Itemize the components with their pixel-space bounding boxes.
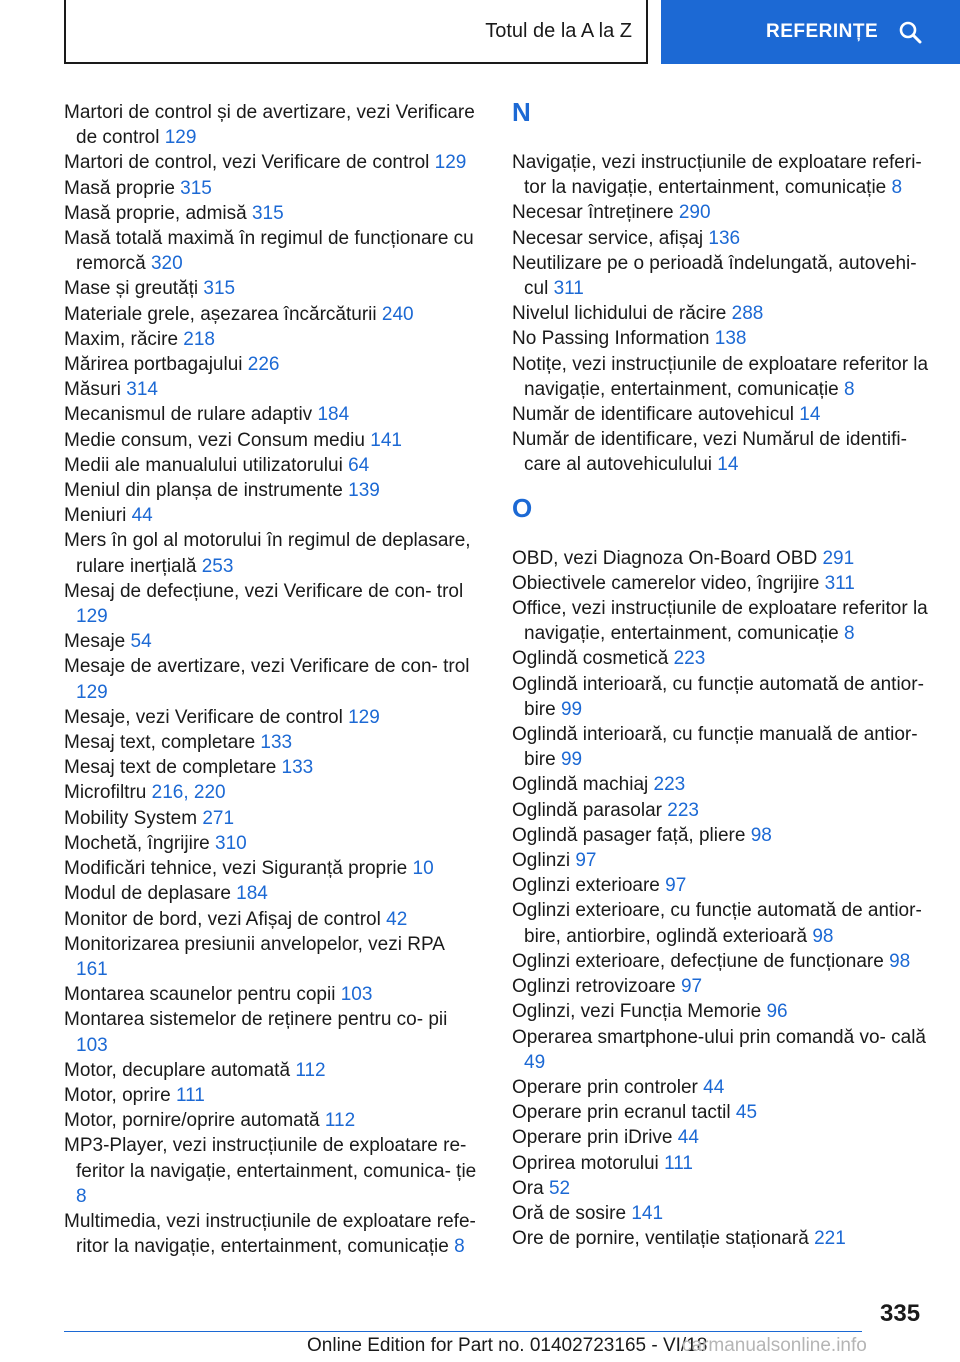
entry-text: Oglindă cosmetică (512, 648, 669, 670)
entry-text: Motor, pornire/oprire automată (64, 1110, 320, 1132)
index-entry (64, 1108, 478, 1133)
index-entry (64, 428, 478, 453)
entry-text: Oglindă machiaj (512, 774, 649, 796)
entry-page-link[interactable]: 103 (76, 1034, 108, 1056)
index-entry (64, 453, 478, 478)
entry-page-link[interactable]: 8 (454, 1236, 465, 1258)
section-letter-o: O (512, 492, 533, 523)
entry-text: Obiectivele camerelor video, îngrijire (512, 572, 820, 594)
entry-text: Maxim, răcire (64, 328, 179, 350)
index-entry (64, 226, 478, 276)
index-entry (512, 873, 930, 898)
entry-page-link[interactable]: 129 (76, 681, 108, 703)
index-entry (512, 974, 930, 999)
entry-page-link[interactable]: 52 (548, 1177, 571, 1199)
entry-text: MP3-Player, vezi instrucțiunile de exploatare re- feritor la navigație, entertainment, comunica- ție (64, 1135, 477, 1182)
index-entry (512, 898, 930, 948)
entry-page-link[interactable]: 14 (717, 454, 739, 476)
index-entry (64, 1133, 478, 1209)
entry-page-link[interactable]: 44 (677, 1127, 699, 1149)
entry-page-link[interactable]: 314 (126, 379, 158, 401)
entry-text: Notițe, vezi instrucțiunile de exploatare referitor la navigație, entertainment, comunicație (512, 353, 929, 400)
index-entry (64, 856, 478, 881)
index-entry (64, 528, 478, 578)
entry-text: Oglinzi exterioare, defecțiune de funcționare (512, 950, 884, 972)
index-entry (512, 1075, 930, 1100)
entry-page-link[interactable]: 129 (348, 706, 380, 728)
entry-page-link[interactable]: 184 (236, 883, 268, 905)
entry-text: Martori de control și de avertizare, vezi Verificare de control (64, 102, 475, 149)
entry-page-link[interactable]: 141 (631, 1202, 664, 1224)
index-entry (64, 276, 478, 301)
entry-text: Oglinzi exterioare, cu funcție automată de antior- bire, antiorbire, oglindă exterioară (512, 900, 922, 947)
index-entry (512, 1100, 930, 1125)
entry-page-link[interactable]: 98 (889, 950, 911, 972)
index-entry (64, 705, 478, 730)
search-icon[interactable] (898, 20, 922, 44)
index-entry (512, 772, 930, 797)
entry-text: Oră de sosire (512, 1202, 627, 1224)
entry-text: Operarea smartphone-ului prin comandă vo- cală (512, 1026, 926, 1048)
index-entry (64, 150, 478, 175)
index-entry (64, 1083, 478, 1108)
entry-page-link[interactable]: 139 (348, 480, 380, 502)
entry-page-link[interactable]: 161 (76, 958, 108, 980)
entry-page-link[interactable]: 96 (766, 1001, 788, 1023)
entry-text: No Passing Information (512, 328, 710, 350)
entry-page-link[interactable]: 226 (247, 354, 280, 376)
entry-page-link[interactable]: 97 (575, 850, 597, 872)
entry-page-link[interactable]: 271 (202, 807, 235, 829)
entry-page-link[interactable]: 97 (680, 976, 703, 998)
entry-text: Nivelul lichidului de răcire (512, 303, 727, 325)
entry-text: Mers în gol al motorului în regimul de deplasare, rulare inerțială (64, 530, 471, 577)
index-entry (512, 848, 930, 873)
index-entry (512, 1176, 930, 1201)
entry-page-link[interactable]: 49 (524, 1051, 546, 1073)
entry-page-link[interactable]: 223 (667, 799, 699, 821)
entry-text: Oglinzi, vezi Funcția Memorie (512, 1001, 762, 1023)
entry-text: Montarea scaunelor pentru copii (64, 984, 336, 1006)
entry-page-link[interactable]: 99 (560, 698, 583, 720)
index-entry (512, 571, 930, 596)
entry-page-link[interactable]: 240 (381, 303, 414, 325)
entry-page-link[interactable]: 64 (348, 454, 370, 476)
index-entry (64, 780, 478, 805)
index-entry (64, 654, 478, 704)
entry-text: Mesaje de avertizare, vezi Verificare de con- trol (64, 656, 470, 678)
entry-page-link[interactable]: 315 (251, 202, 284, 224)
index-entry (512, 596, 930, 646)
entry-page-link[interactable]: 129 (164, 127, 197, 149)
entry-page-link[interactable]: 311 (824, 572, 855, 594)
index-entry (64, 932, 478, 982)
index-entry (512, 427, 930, 477)
index-entry (512, 1201, 930, 1226)
entry-text: Meniuri (64, 505, 127, 527)
index-entry (64, 881, 478, 906)
entry-page-link[interactable]: 290 (678, 202, 711, 224)
entry-page-link[interactable]: 45 (735, 1102, 758, 1124)
index-entry (64, 352, 478, 377)
index-entry (64, 629, 478, 654)
entry-page-link[interactable]: 129 (76, 606, 108, 628)
index-entry (512, 1151, 930, 1176)
entry-text: Mobility System (64, 807, 198, 829)
entry-text: Meniul din planșa de instrumente (64, 480, 343, 502)
entry-text: Masă totală maximă în regimul de funcționare cu remorcă (64, 228, 474, 275)
index-entry (512, 949, 930, 974)
entry-page-link[interactable]: 112 (324, 1110, 356, 1132)
index-entry (64, 478, 478, 503)
entry-page-link[interactable]: 133 (260, 732, 293, 754)
entry-text: Mesaj de defecțiune, vezi Verificare de con- trol (64, 580, 464, 602)
entry-page-link[interactable]: 111 (664, 1152, 693, 1174)
entry-page-link[interactable]: 320 (150, 253, 183, 275)
entry-text: Oglindă parasolar (512, 799, 662, 821)
entry-text: Mesaj text de completare (64, 757, 277, 779)
entry-text: Mase și greutăți (64, 278, 199, 300)
entry-page-link[interactable]: 54 (130, 631, 152, 653)
section-letter-n: N (512, 97, 531, 127)
entry-page-link[interactable]: 310 (215, 832, 247, 854)
entry-page-link[interactable]: 136 (708, 227, 741, 249)
entry-text: Martori de control, vezi Verificare de control (64, 152, 430, 174)
index-entry (512, 1025, 930, 1075)
index-entry (512, 150, 930, 200)
entry-text: Operare prin controler (512, 1076, 698, 1098)
entry-page-link[interactable]: 112 (295, 1059, 326, 1081)
index-entry (512, 226, 930, 251)
entry-page-link[interactable]: 44 (131, 505, 153, 527)
entry-page-link[interactable]: 311 (553, 278, 584, 300)
entry-text: Office, vezi instrucțiunile de exploatare referitor la navigație, entertainment, comunicație (512, 598, 928, 645)
entry-text: Materiale grele, așezarea încărcăturii (64, 303, 377, 325)
entry-page-link[interactable]: 138 (714, 328, 747, 350)
entry-text: Ore de pornire, ventilație staționară (512, 1228, 809, 1250)
watermark: carmanualsonline.info (682, 1335, 867, 1356)
entry-text: Mărirea portbagajului (64, 354, 243, 376)
index-entry (512, 1226, 930, 1251)
entry-page-link[interactable]: 14 (799, 404, 821, 426)
entry-page-link[interactable]: 133 (281, 757, 314, 779)
entry-text: Număr de identificare autovehicul (512, 404, 794, 426)
index-entry (64, 907, 478, 932)
index-entry (512, 301, 930, 326)
entry-page-link[interactable]: 42 (386, 908, 408, 930)
index-entry (64, 831, 478, 856)
index-entry (64, 579, 478, 629)
entry-page-link[interactable]: 221 (814, 1228, 846, 1250)
index-entry (512, 722, 930, 772)
entry-page-link[interactable]: 98 (812, 925, 834, 947)
index-entry (64, 503, 478, 528)
entry-text: Mecanismul de rulare adaptiv (64, 404, 313, 426)
entry-page-link[interactable]: 103 (340, 984, 373, 1006)
entry-text: Operare prin iDrive (512, 1127, 673, 1149)
index-entry (64, 100, 478, 150)
index-entry (512, 823, 930, 848)
section-header[interactable] (661, 0, 960, 64)
index-entry (512, 326, 930, 351)
entry-page-link[interactable]: 129 (434, 152, 467, 174)
entry-page-link[interactable]: 8 (844, 623, 855, 645)
index-entry (64, 730, 478, 755)
index-entry (512, 402, 930, 427)
entry-page-link[interactable]: 8 (844, 378, 855, 400)
index-entry (64, 402, 478, 427)
entry-page-link[interactable]: 315 (203, 278, 236, 300)
entry-text: Neutilizare pe o perioadă îndelungată, autovehi- cul (512, 252, 917, 300)
entry-text: Microfiltru (64, 782, 147, 804)
entry-text: Necesar întreținere (512, 202, 674, 224)
entry-text: Mesaje (64, 631, 126, 653)
entry-text: Montarea sistemelor de reținere pentru co- pii (64, 1009, 448, 1031)
index-entry (512, 1125, 930, 1150)
entry-text: Mochetă, îngrijire (64, 832, 210, 854)
entry-page-link[interactable]: 8 (891, 177, 903, 199)
chapter-header (64, 0, 648, 64)
index-entry (512, 352, 930, 402)
entry-text: Oprirea motorului (512, 1152, 659, 1174)
section-title: REFERINȚE (766, 21, 879, 42)
entry-text: Monitor de bord, vezi Afișaj de control (64, 908, 381, 930)
entry-page-link[interactable]: 315 (180, 177, 212, 199)
entry-page-link[interactable]: 288 (731, 303, 764, 325)
entry-text: Oglindă interioară, cu funcție manuală de antior- bire (512, 724, 918, 771)
entry-page-link[interactable]: 111 (175, 1084, 205, 1106)
footer (0, 1334, 960, 1362)
entry-page-link[interactable]: 253 (201, 555, 234, 577)
index-entry (64, 1007, 478, 1057)
entry-page-link[interactable]: 223 (653, 774, 686, 796)
index-entry (512, 672, 930, 722)
entry-text: OBD, vezi Diagnoza On-Board OBD (512, 547, 818, 569)
entry-text: Oglinzi retrovizoare (512, 976, 676, 998)
index-entry (64, 302, 478, 327)
entry-text: Necesar service, afișaj (512, 227, 704, 249)
entry-page-link[interactable]: 97 (665, 875, 687, 897)
index-entry (64, 327, 478, 352)
entry-text: Oglindă pasager față, pliere (512, 824, 746, 846)
entry-text: Medie consum, vezi Consum mediu (64, 429, 365, 451)
index-entry (64, 1209, 478, 1259)
index-entry (64, 1058, 478, 1083)
entry-page-link[interactable]: 291 (822, 547, 855, 569)
entry-page-link[interactable]: 10 (412, 858, 434, 880)
index-entry (512, 251, 930, 301)
index-list-o (512, 546, 930, 1252)
index-entry (512, 798, 930, 823)
index-entry (64, 176, 478, 201)
index-entry (64, 806, 478, 831)
entry-text: Mesaje, vezi Verificare de control (64, 706, 343, 728)
footer-divider (64, 1331, 862, 1332)
entry-text: Motor, oprire (64, 1084, 171, 1106)
index-entry (512, 999, 930, 1024)
entry-page-link[interactable]: 44 (703, 1076, 725, 1098)
page-number: 335 (880, 1300, 921, 1327)
index-entry (64, 377, 478, 402)
index-column-left (64, 100, 478, 1259)
entry-text: Modul de deplasare (64, 883, 231, 905)
entry-text: Modificări tehnice, vezi Siguranță proprie (64, 858, 408, 880)
entry-text: Număr de identificare, vezi Numărul de identifi- care al autovehiculului (512, 429, 907, 476)
index-column-right (512, 97, 930, 1251)
index-entry (64, 755, 478, 780)
entry-page-link[interactable]: 141 (370, 429, 402, 451)
entry-page-link[interactable]: 223 (673, 648, 706, 670)
entry-text: Medii ale manualului utilizatorului (64, 454, 343, 476)
entry-text: Mesaj text, completare (64, 732, 256, 754)
entry-text: Motor, decuplare automată (64, 1059, 291, 1081)
entry-text: Oglinzi exterioare (512, 875, 660, 897)
entry-page-link[interactable]: 98 (750, 824, 772, 846)
index-list-n (512, 150, 930, 478)
index-entry (512, 646, 930, 671)
index-entry (512, 200, 930, 225)
footer-edition: Online Edition for Part no. 01402723165 - VI/18 (307, 1335, 708, 1356)
index-entry (64, 982, 478, 1007)
entry-text: Ora (512, 1177, 544, 1199)
entry-text: Oglinzi (512, 850, 571, 872)
entry-text: Multimedia, vezi instrucțiunile de exploatare refe- ritor la navigație, entertainment, comunicație (64, 1210, 476, 1258)
entry-text: Navigație, vezi instrucțiunile de exploatare referi- tor la navigație, entertainment, comunicație (512, 152, 922, 199)
index-entry (64, 201, 478, 226)
entry-text: Măsuri (64, 379, 122, 401)
entry-page-link[interactable]: 99 (560, 749, 583, 771)
entry-text: Operare prin ecranul tactil (512, 1102, 731, 1124)
entry-text: Masă proprie (64, 177, 175, 199)
entry-page-link[interactable]: 8 (76, 1185, 87, 1207)
entry-text: Oglindă interioară, cu funcție automată de antior- bire (512, 673, 924, 720)
entry-text: Masă proprie, admisă (64, 202, 247, 224)
chapter-title: Totul de la A la Z (485, 19, 632, 42)
entry-text: Monitorizarea presiunii anvelopelor, vezi RPA (64, 933, 444, 955)
entry-page-link[interactable]: 216, 220 (151, 782, 226, 804)
index-entry (512, 546, 930, 571)
entry-page-link[interactable]: 184 (317, 404, 350, 426)
entry-page-link[interactable]: 218 (183, 328, 215, 350)
